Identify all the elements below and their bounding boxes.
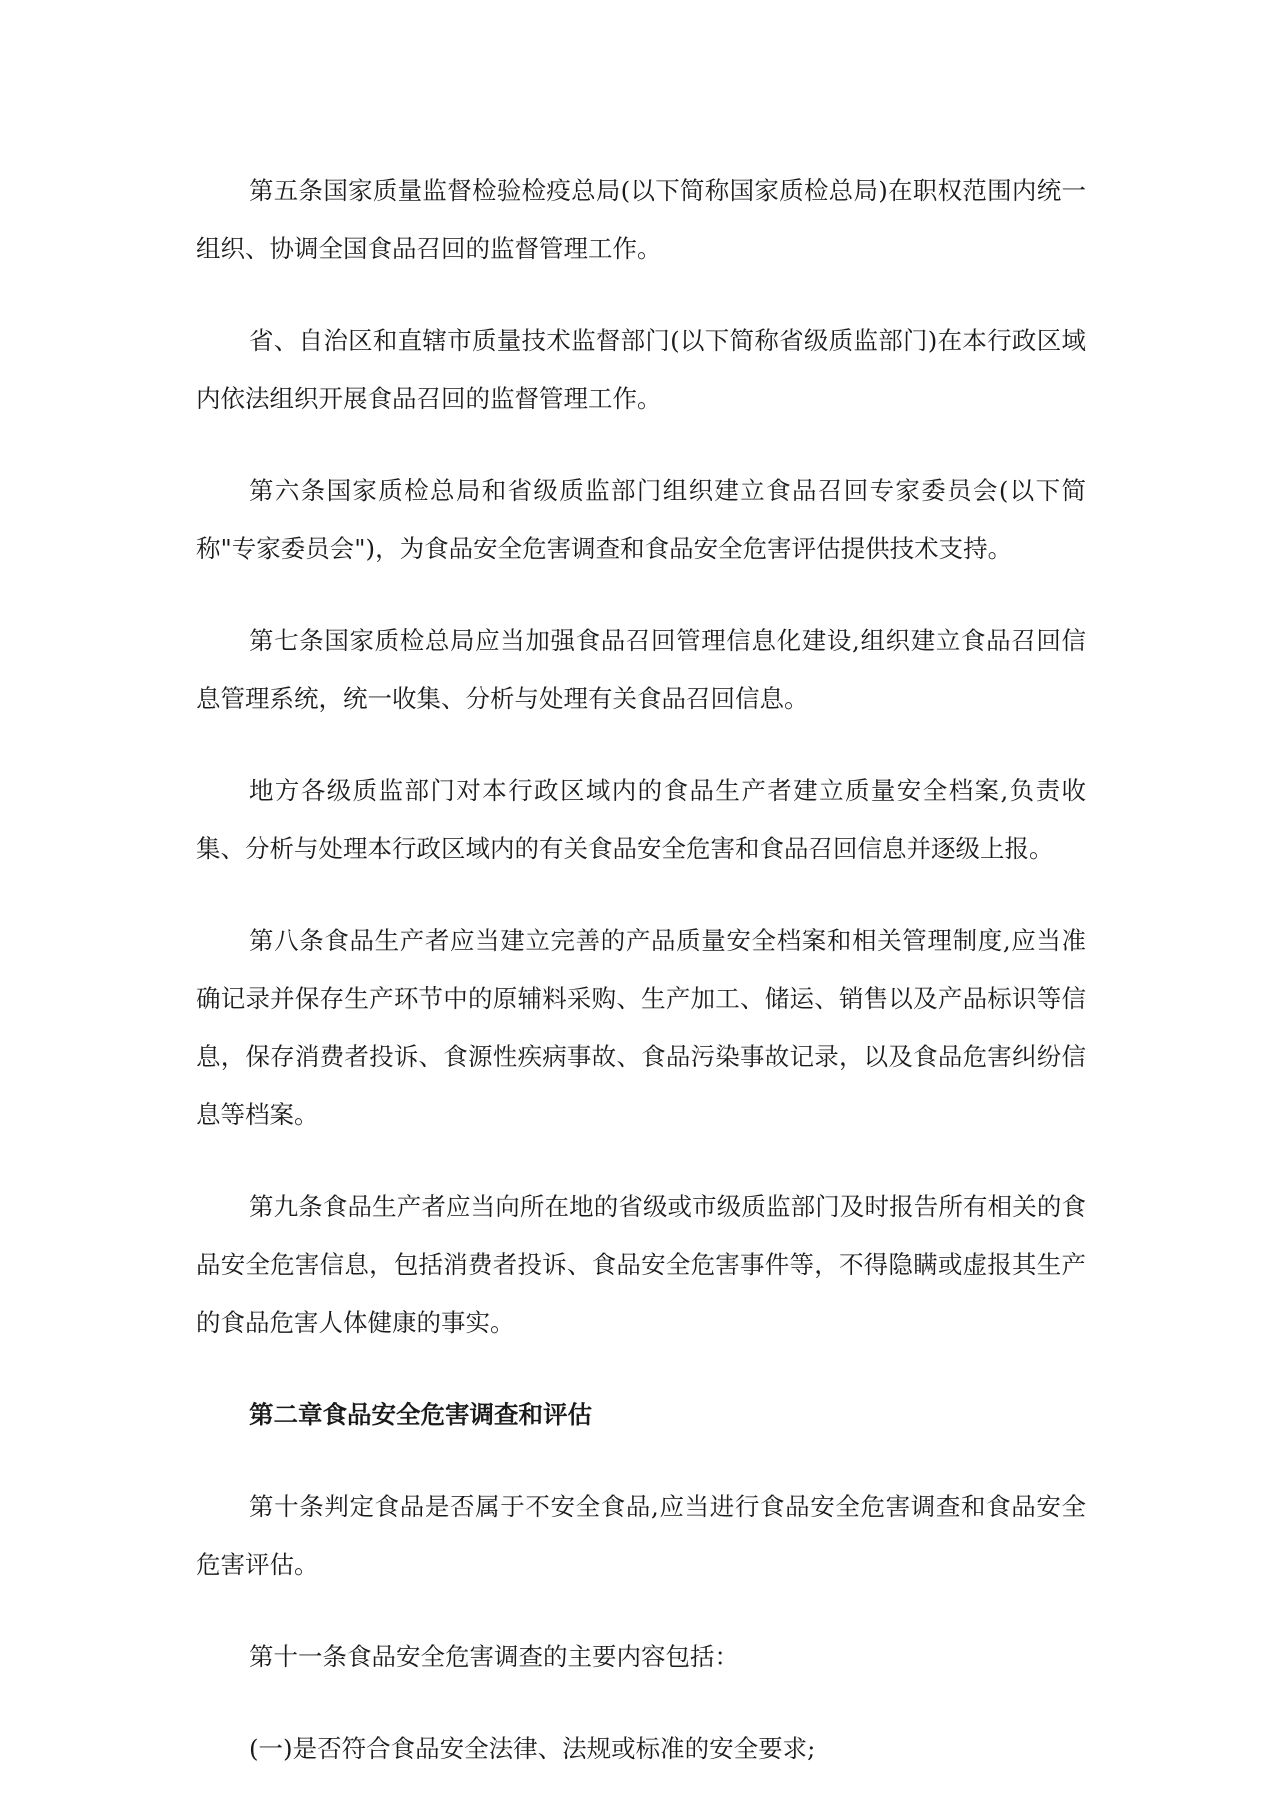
paragraph-article-7: 第七条国家质检总局应当加强食品召回管理信息化建设,组织建立食品召回信息管理系统，统一收集、分析与处理有关食品召回信息。 — [196, 626, 1086, 713]
paragraph-article-8: 第八条食品生产者应当建立完善的产品质量安全档案和相关管理制度,应当准确记录并保存生产环节中的原辅料采购、生产加工、储运、销售以及产品标识等信息，保存消费者投诉、食源性疾病事故、食品污染事故记录，以及食品危害纠纷信息等档案。 — [196, 926, 1086, 1129]
document-body — [196, 162, 1086, 1812]
paragraph-article-6: 第六条国家质检总局和省级质监部门组织建立食品召回专家委员会(以下简称"专家委员会")，为食品安全危害调查和食品安全危害评估提供技术支持。 — [196, 476, 1086, 563]
paragraph-article-10: 第十条判定食品是否属于不安全食品,应当进行食品安全危害调查和食品安全危害评估。 — [196, 1492, 1086, 1579]
paragraph-article-11: 第十一条食品安全危害调查的主要内容包括： — [249, 1642, 739, 1671]
paragraph-article-5: 第五条国家质量监督检验检疫总局(以下简称国家质检总局)在职权范围内统一组织、协调全国食品召回的监督管理工作。 — [196, 176, 1086, 263]
paragraph-local-supervision: 地方各级质监部门对本行政区域内的食品生产者建立质量安全档案,负责收集、分析与处理本行政区域内的有关食品安全危害和食品召回信息并逐级上报。 — [196, 776, 1086, 863]
chapter-2-heading: 第二章食品安全危害调查和评估 — [249, 1400, 592, 1429]
paragraph-article-9: 第九条食品生产者应当向所在地的省级或市级质监部门及时报告所有相关的食品安全危害信息，包括消费者投诉、食品安全危害事件等，不得隐瞒或虚报其生产的食品危害人体健康的事实。 — [196, 1192, 1086, 1337]
paragraph-item-1: (一)是否符合食品安全法律、法规或标准的安全要求; — [249, 1734, 816, 1763]
paragraph-provincial-supervision: 省、自治区和直辖市质量技术监督部门(以下简称省级质监部门)在本行政区域内依法组织开展食品召回的监督管理工作。 — [196, 326, 1086, 413]
